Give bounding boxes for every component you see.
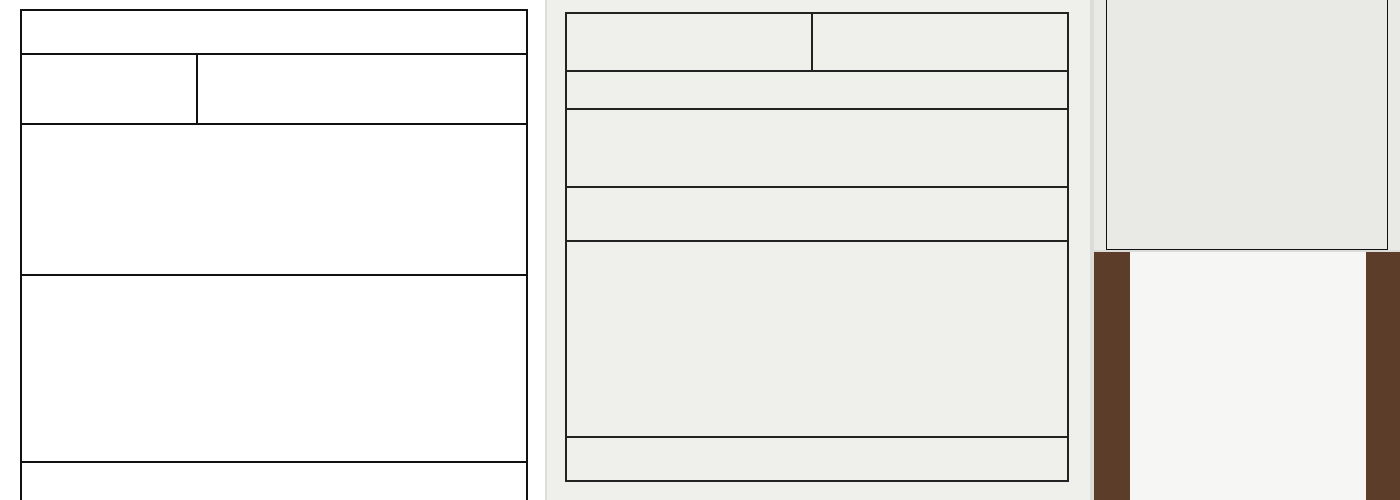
salads-section: [20, 53, 198, 125]
wings-banner-bg: [1134, 324, 1362, 350]
menu-frame: [1106, 0, 1388, 250]
baskets-section: [565, 186, 1069, 242]
menu-photo-2: [547, 0, 1090, 500]
entree-section: [20, 274, 528, 463]
menu-photo-1: [0, 0, 545, 500]
entree-section: [565, 240, 1069, 438]
dips-section: [20, 9, 528, 55]
plate-section: [565, 436, 1069, 482]
wings-section: [565, 70, 1069, 110]
menu-photo-4: [1094, 252, 1400, 500]
baskets-banner-bg: [1134, 457, 1362, 489]
dips-section: [811, 12, 1069, 72]
sandwiches-section: [20, 123, 528, 276]
wings-section: [196, 53, 528, 125]
plate-section: [20, 461, 528, 500]
salads-section: [565, 12, 813, 72]
printed-menu-sheet: [1130, 252, 1366, 500]
menu-photo-3: [1094, 0, 1400, 250]
sandwiches-section: [565, 108, 1069, 188]
